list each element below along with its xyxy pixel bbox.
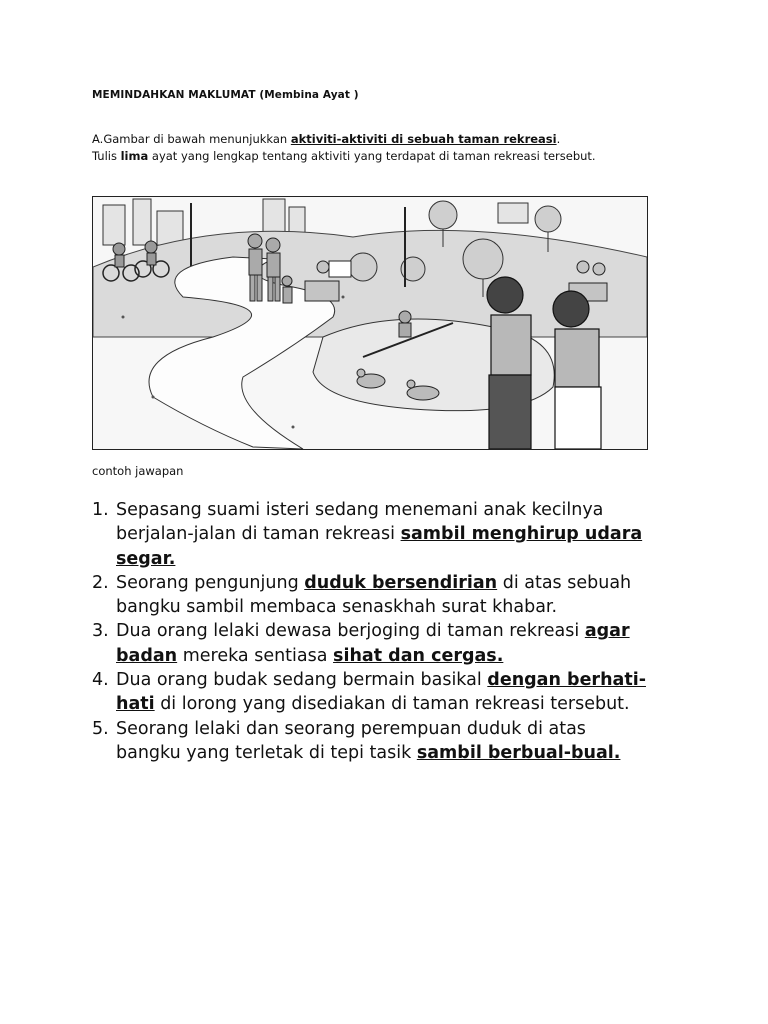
answer-text: Sepasang suami isteri sedang menemani anak kecilnya berjalan-jalan di taman rekreasi — [116, 500, 604, 545]
intro-suffix: . — [556, 132, 561, 146]
intro-highlight: aktiviti-aktiviti di sebuah taman rekreasi — [290, 132, 557, 146]
park-scene-illustration — [92, 196, 648, 450]
answer-number: 5. — [92, 718, 109, 739]
answer-keyword: sambil berbual-bual. — [416, 742, 621, 763]
answer-list — [92, 498, 652, 765]
answer-item — [92, 571, 652, 620]
answer-keyword: sihat dan cergas. — [333, 645, 504, 666]
instructions — [92, 131, 652, 165]
intro-prefix: A.Gambar di bawah menunjukkan — [92, 132, 291, 146]
answer-text: di lorong yang disediakan di taman rekreasi tersebut. — [154, 694, 630, 715]
example-answer-label: contoh jawapan — [92, 464, 184, 478]
answer-item — [92, 668, 652, 717]
answer-number: 2. — [92, 572, 109, 593]
answer-item — [92, 498, 652, 571]
answer-keyword: agar badan — [116, 621, 630, 666]
intro-line2-a: Tulis — [92, 149, 121, 163]
answer-text: mereka sentiasa — [177, 645, 334, 666]
answer-number: 1. — [92, 500, 109, 520]
answer-keyword: sambil menghirup udara segar. — [116, 524, 643, 569]
answer-keyword: duduk bersendirian — [304, 572, 498, 593]
intro-line2-b: ayat yang lengkap tentang aktiviti yang terdapat di taman rekreasi tersebut. — [148, 149, 596, 163]
page-title: MEMINDAHKAN MAKLUMAT (Membina Ayat ) — [92, 89, 359, 101]
answer-number: 4. — [92, 670, 109, 691]
answer-text: Dua orang budak sedang bermain basikal — [116, 670, 488, 691]
answer-text: Dua orang lelaki dewasa berjoging di taman rekreasi — [116, 621, 585, 642]
answer-item — [92, 717, 652, 766]
answer-item — [92, 619, 652, 668]
answer-keyword: dengan berhati-hati — [116, 670, 646, 715]
park-scene-svg — [93, 197, 647, 449]
answer-number: 3. — [92, 621, 109, 642]
answer-text: Seorang pengunjung — [116, 572, 305, 593]
answer-text: di atas sebuah bangku sambil membaca senaskhah surat khabar. — [116, 572, 632, 618]
intro-line2-bold: lima — [120, 149, 149, 163]
answer-text: Seorang lelaki dan seorang perempuan duduk di atas bangku yang terletak di tepi tasik — [116, 718, 586, 763]
